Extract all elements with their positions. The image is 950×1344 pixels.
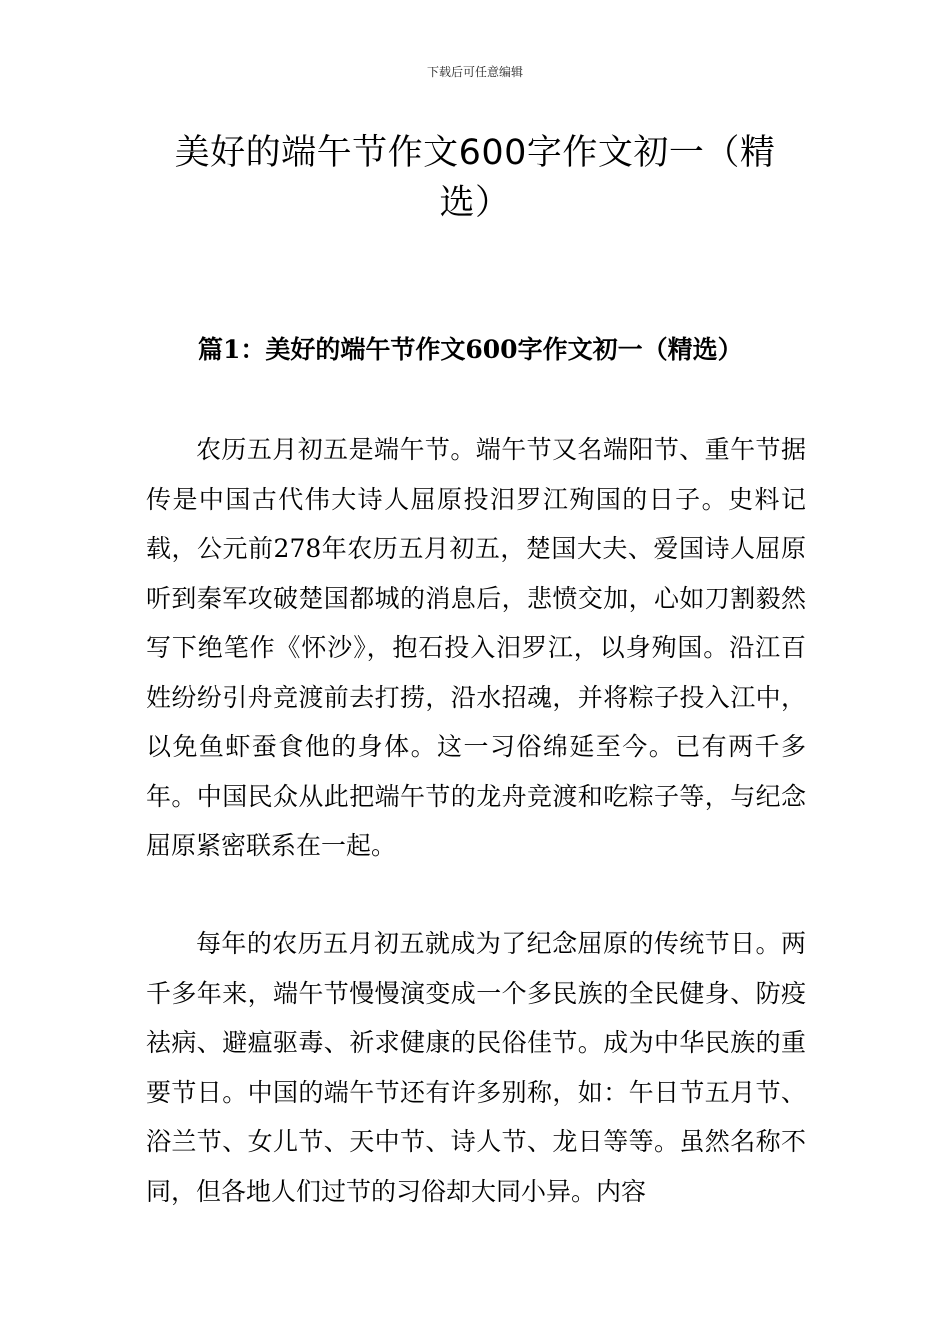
section-heading: 篇1：美好的端午节作文600字作文初一（精选） — [198, 335, 743, 364]
header-note: 下载后可任意编辑 — [426, 65, 523, 79]
document-title: 美好的端午节作文600字作文初一（精选） — [174, 133, 776, 223]
body-paragraph: 农历五月初五是端午节。端午节又名端阳节、重午节据传是中国古代伟大诗人屈原投汨罗江殉国的日子。史料记载，公元前278年农历五月初五，楚国大夫、爱国诗人屈原听到秦军攻破楚国都城的消息后，悲愤交加，心如刀割毅然写下绝笔作《怀沙》，抱石投入汨罗江，以身殉国。沿江百姓纷纷引舟竞渡前去打捞，沿水招魂，并将粽子投入江中，以免鱼虾蚕食他的身体。这一习俗绵延至今。已有两千多年。中国民众从此把端午节的龙舟竞渡和吃粽子等，与纪念屈原紧密联系在一起。 — [146, 435, 806, 860]
body-paragraph: 每年的农历五月初五就成为了纪念屈原的传统节日。两千多年来，端午节慢慢演变成一个多民族的全民健身、防疫祛病、避瘟驱毒、祈求健康的民俗佳节。成为中华民族的重要节日。中国的端午节还有许多别称，如：午日节五月节、浴兰节、女儿节、天中节、诗人节、龙日等等。虽然名称不同，但各地人们过节的习俗却大同小异。内容 — [146, 929, 806, 1206]
